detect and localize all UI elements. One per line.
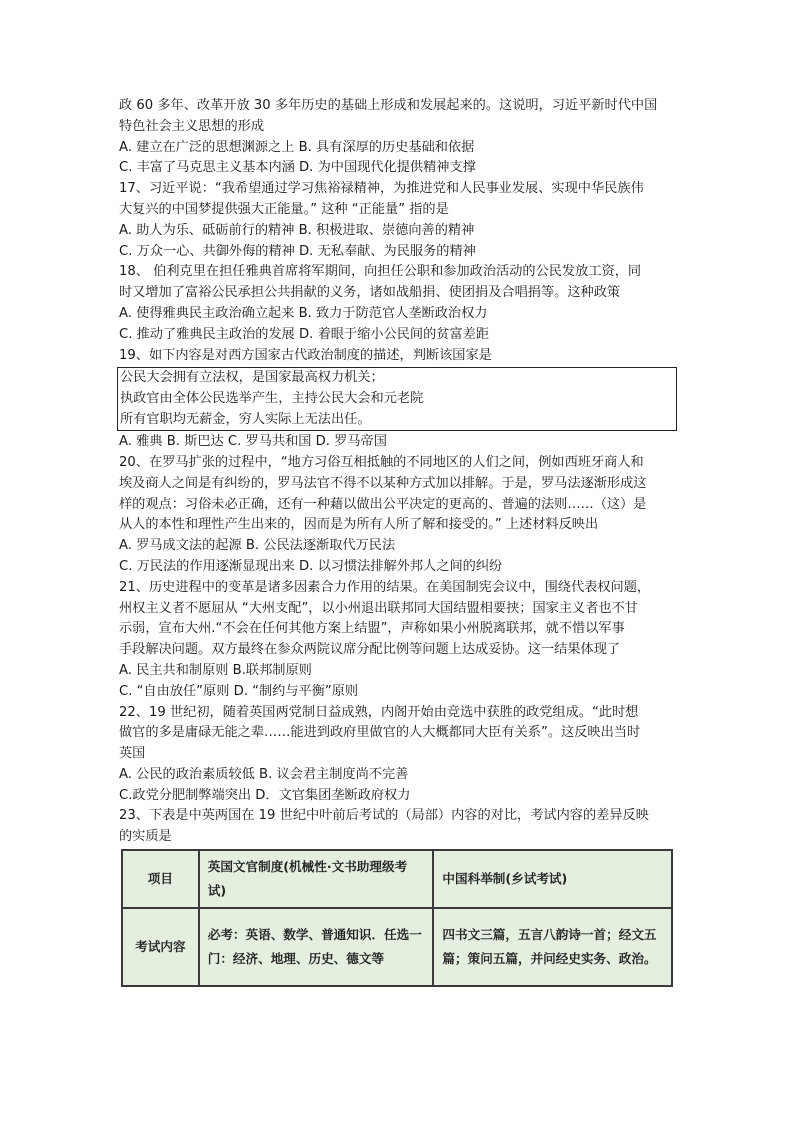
option-line: C.政党分肥制弊端突出 D．文官集团垄断政府权力 [119,787,411,803]
text-line: 做官的多是庸碌无能之辈……能进到政府里做官的人大概都同大臣有关系”。这反映出当时 [119,725,641,741]
text-line: 英国 [119,746,146,762]
table-row [122,908,672,986]
header-uk: 英国文官制度(机械性·文书助理级考试) [199,850,434,908]
text-line: 的实质是 [119,829,172,845]
text-line: 埃及商人之间是有纠纷的，罗马法官不得不以某种方式加以排解。于是，罗马法逐渐形成这 [119,475,647,491]
text-line: 从人的本性和理性产生出来的，因而是为所有人所了解和接受的。” 上述材料反映出 [119,517,599,533]
text-line: 样的观点：习俗未必正确，还有一种藉以做出公平决定的更高的、普遍的法则……（这）是 [119,496,647,512]
question-22: 22、19 世纪初，随着英国两党制日益成熟，内阁开始由竞选中获胜的政党组成。“此时想 [119,704,639,720]
material-line: 公民大会拥有立法权，是国家最高权力机关； [120,370,384,386]
text-line: 示弱，宣布大州.“不会在任何其他方案上结盟”，声称如果小州脱离联邦，就不惜以军事 [119,621,625,637]
material-line: 执政官由全体公民选举产生，主持公民大会和元老院 [120,390,424,406]
question-18: 18、 伯利克里在担任雅典首席将军期间，向担任公职和参加政治活动的公民发放工资，同 [119,264,642,280]
option-line: A. 民主共和制原则 B.联邦制原则 [119,662,312,678]
question-23: 23、下表是中英两国在 19 世纪中叶前后考试的（局部）内容的对比，考试内容的差异反映 [119,808,649,824]
question-text [119,96,679,848]
option-line: A. 雅典 B. 斯巴达 C. 罗马共和国 D. 罗马帝国 [119,434,387,450]
option-line: A. 罗马成文法的起源 B. 公民法逐渐取代万民法 [119,538,396,554]
question-17: 17、习近平说：“我希望通过学习焦裕禄精神，为推进党和人民事业发展、实现中华民族伟 [119,181,644,197]
header-cn: 中国科举制(乡试考试) [433,850,672,908]
table-header-row [122,850,672,908]
comparison-table [121,849,673,987]
option-line: C. 推动了雅典民主政治的发展 D. 着眼于缩小公民间的贫富差距 [119,326,490,342]
header-item: 项目 [122,850,199,908]
question-19: 19、如下内容是对西方国家古代政治制度的描述，判断该国家是 [119,347,492,363]
option-line: A. 助人为乐、砥砺前行的精神 B. 积极进取、崇德向善的精神 [119,222,475,238]
option-line: A. 建立在广泛的思想渊源之上 B. 具有深厚的历史基础和依据 [119,139,475,155]
row-label: 考试内容 [122,908,199,986]
question-20: 20、在罗马扩张的过程中，“地方习俗互相抵触的不同地区的人们之间，例如西班牙商人和 [119,454,644,470]
text-line: 大复兴的中国梦提供强大正能量。” 这种 “正能量” 指的是 [119,201,449,217]
cell-cn: 四书文三篇，五言八韵诗一首；经文五篇；策问五篇，并问经史实务、政治。 [433,908,672,986]
text-line: 政 60 多年、改革开放 30 多年历史的基础上形成和发展起来的。这说明，习近平新时代中国 [119,98,658,113]
text-line: 特色社会主义思想的形成 [119,118,265,134]
text-line: 州权主义者不愿屈从 “大州支配”，以小州退出联邦同大国结盟相要挟；国家主义者也不甘 [119,600,638,616]
question-21: 21、历史进程中的变革是诸多因素合力作用的结果。在美国制宪会议中，围绕代表权问题， [119,579,651,595]
material-line: 所有官职均无薪金，穷人实际上无法出任。 [120,411,371,427]
option-line: C. 万众一心、共御外侮的精神 D. 无私奉献、为民服务的精神 [119,243,476,259]
material-box [117,367,677,431]
text-line: 时又增加了富裕公民承担公共捐献的义务，诸如战船捐、使团捐及合唱捐等。这种政策 [119,285,621,301]
text-line: 手段解决问题。双方最终在参众两院议席分配比例等问题上达成妥协。这一结果体现了 [119,642,621,658]
option-line: C. 万民法的作用逐渐显现出来 D. 以习惯法排解外邦人之间的纠纷 [119,558,503,574]
cell-uk: 必考：英语、数学、普通知识．任选一门：经济、地理、历史、德文等 [199,908,434,986]
option-line: C. “自由放任”原则 D. “制约与平衡”原则 [119,683,359,699]
option-line: A. 使得雅典民主政治确立起来 B. 致力于防范官人垄断政治权力 [119,305,488,321]
option-line: A. 公民的政治素质较低 B. 议会君主制度尚不完善 [119,766,409,782]
option-line: C. 丰富了马克思主义基本内涵 D. 为中国现代化提供精神支撑 [119,160,476,176]
